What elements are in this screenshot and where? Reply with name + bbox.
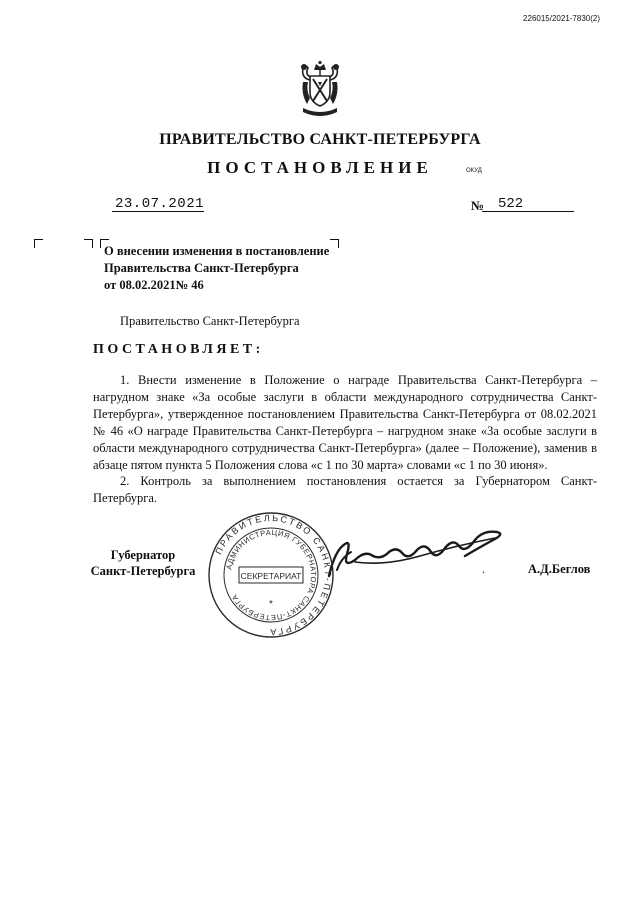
paragraph-2: 2. Контроль за выполнением постановления остается за Губернатором Санкт-Петербурга. <box>93 474 597 505</box>
okud-label: ОКУД <box>466 168 482 174</box>
document-number: 522 <box>498 196 524 212</box>
paragraph-1: 1. Внести изменение в Положение о награде Правительства Санкт-Петербурга – нагрудном знаке «За особые заслуги в области международного сотрудничества Санкт-Петербурга», утвержденное постановлением Правительства Санкт-Петербурга от 08.02.2021 № 46 «О награде Правительства Санкт-Петербурга – нагрудном знаке «За особые заслуги в области международного сотрудничества Санкт-Петербурга» (далее – Положение), заменив в абзаце пятом пункта 5 Положения слова «с 1 по 30 марта» словами «с 1 по 30 июня». <box>93 373 597 472</box>
number-underline <box>482 211 574 212</box>
subject-line-1: О внесении изменения в постановление <box>104 244 330 258</box>
corner-mark-left <box>34 239 43 248</box>
stamp-star: * <box>269 599 273 610</box>
stamp-inner-text: АДМИНИСТРАЦИЯ ГУБЕРНАТОРА САНКТ-ПЕТЕРБУРГА <box>224 527 319 623</box>
coat-of-arms-icon <box>297 60 343 118</box>
document-date: 23.07.2021 <box>115 196 205 212</box>
signature-dot: . <box>482 562 485 576</box>
number-sign: № <box>471 198 485 213</box>
subject-line-2: Правительства Санкт-Петербурга <box>104 261 299 275</box>
document-type: ПОСТАНОВЛЕНИЕ <box>207 158 433 177</box>
stamp-center-text: СЕКРЕТАРИАТ <box>240 571 302 581</box>
resolves-heading: ПОСТАНОВЛЯЕТ: <box>93 342 264 357</box>
signer-position <box>80 547 206 579</box>
subject-line-3: от 08.02.2021№ 46 <box>104 278 204 292</box>
signer-position-line-1: Губернатор <box>110 548 176 562</box>
document-subject <box>104 243 344 294</box>
stamp-outer-text: ПРАВИТЕЛЬСТВО САНКТ-ПЕТЕРБУРГА <box>213 512 334 638</box>
date-underline <box>112 211 204 212</box>
signer-position-line-2: Санкт-Петербурга <box>90 564 196 578</box>
intro-text: Правительство Санкт-Петербурга <box>120 314 300 328</box>
signer-name: А.Д.Беглов <box>528 562 591 576</box>
document-code: 226015/2021-7830(2) <box>523 14 600 23</box>
organization-title: ПРАВИТЕЛЬСТВО САНКТ-ПЕТЕРБУРГА <box>159 131 481 148</box>
official-stamp <box>206 510 336 640</box>
corner-mark-mid <box>84 239 93 248</box>
